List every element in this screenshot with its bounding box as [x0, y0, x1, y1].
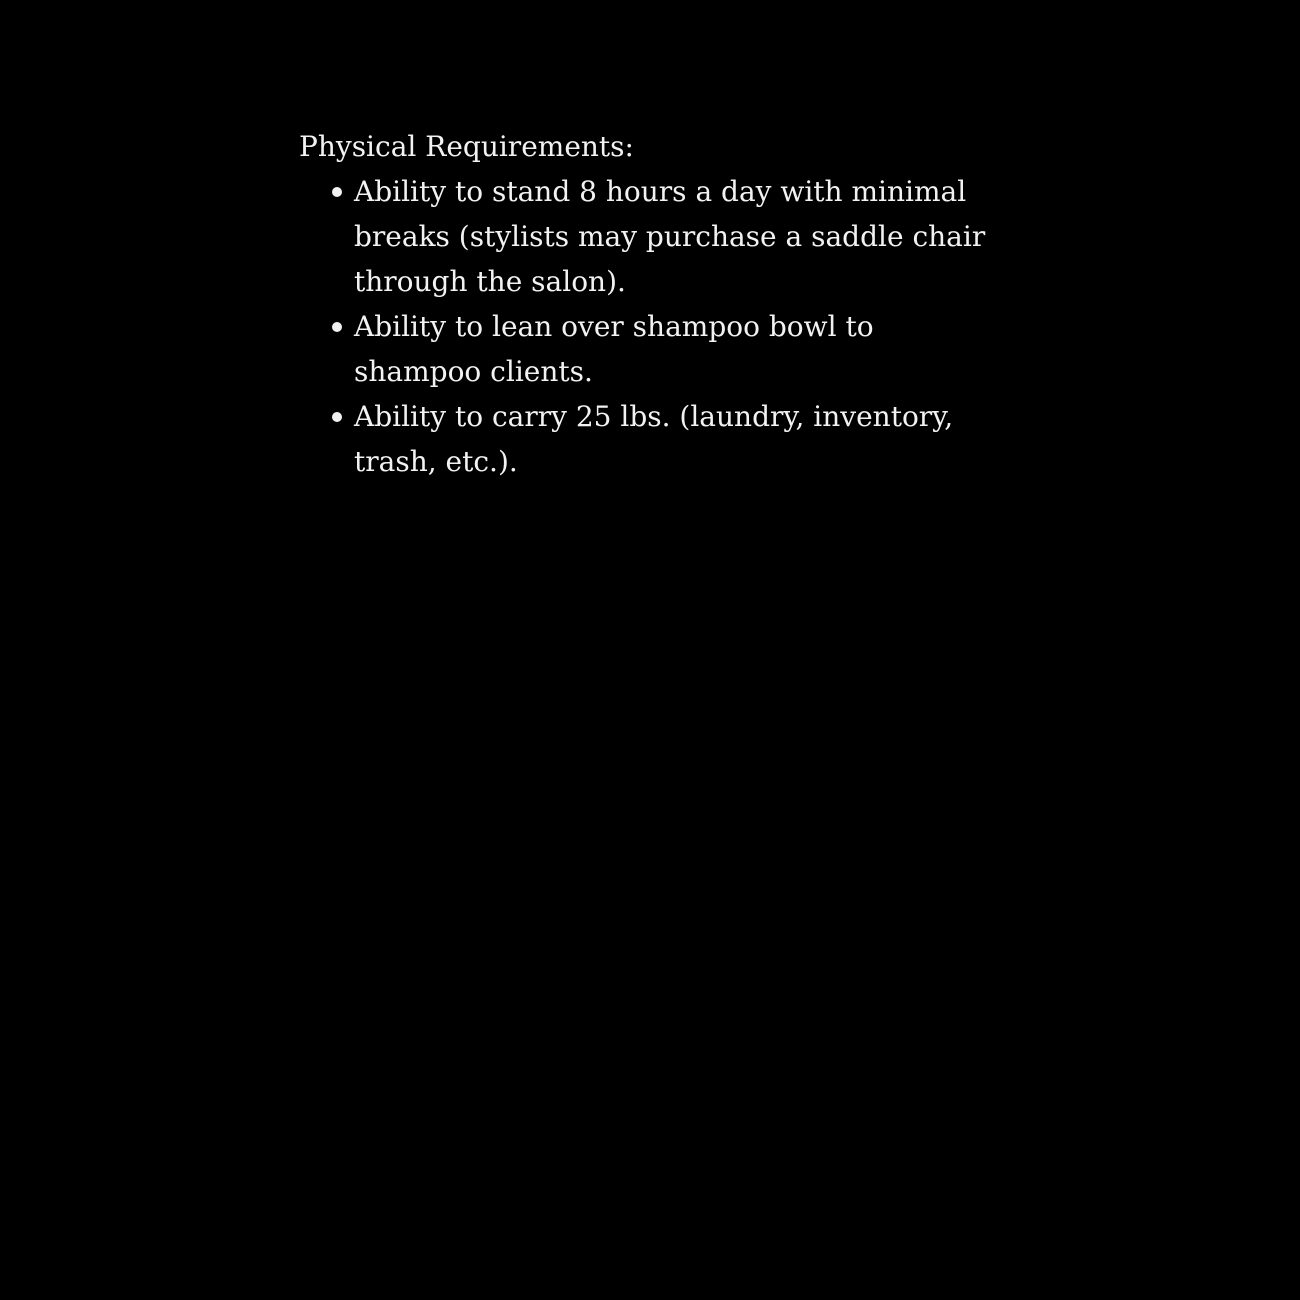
list-item [354, 394, 989, 484]
bullet-icon [332, 187, 342, 197]
requirements-section [299, 124, 989, 484]
list-item-text: Ability to stand 8 hours a day with minimal breaks (stylists may purchase a saddle chair through the salon). [354, 175, 986, 298]
bullet-icon [332, 412, 342, 422]
bullet-icon [332, 322, 342, 332]
list-item [354, 169, 989, 304]
list-item [354, 304, 989, 394]
requirements-list [299, 169, 989, 484]
list-item-text: Ability to lean over shampoo bowl to shampoo clients. [354, 310, 874, 388]
list-item-text: Ability to carry 25 lbs. (laundry, inventory, trash, etc.). [354, 400, 954, 478]
section-heading: Physical Requirements: [299, 130, 634, 163]
